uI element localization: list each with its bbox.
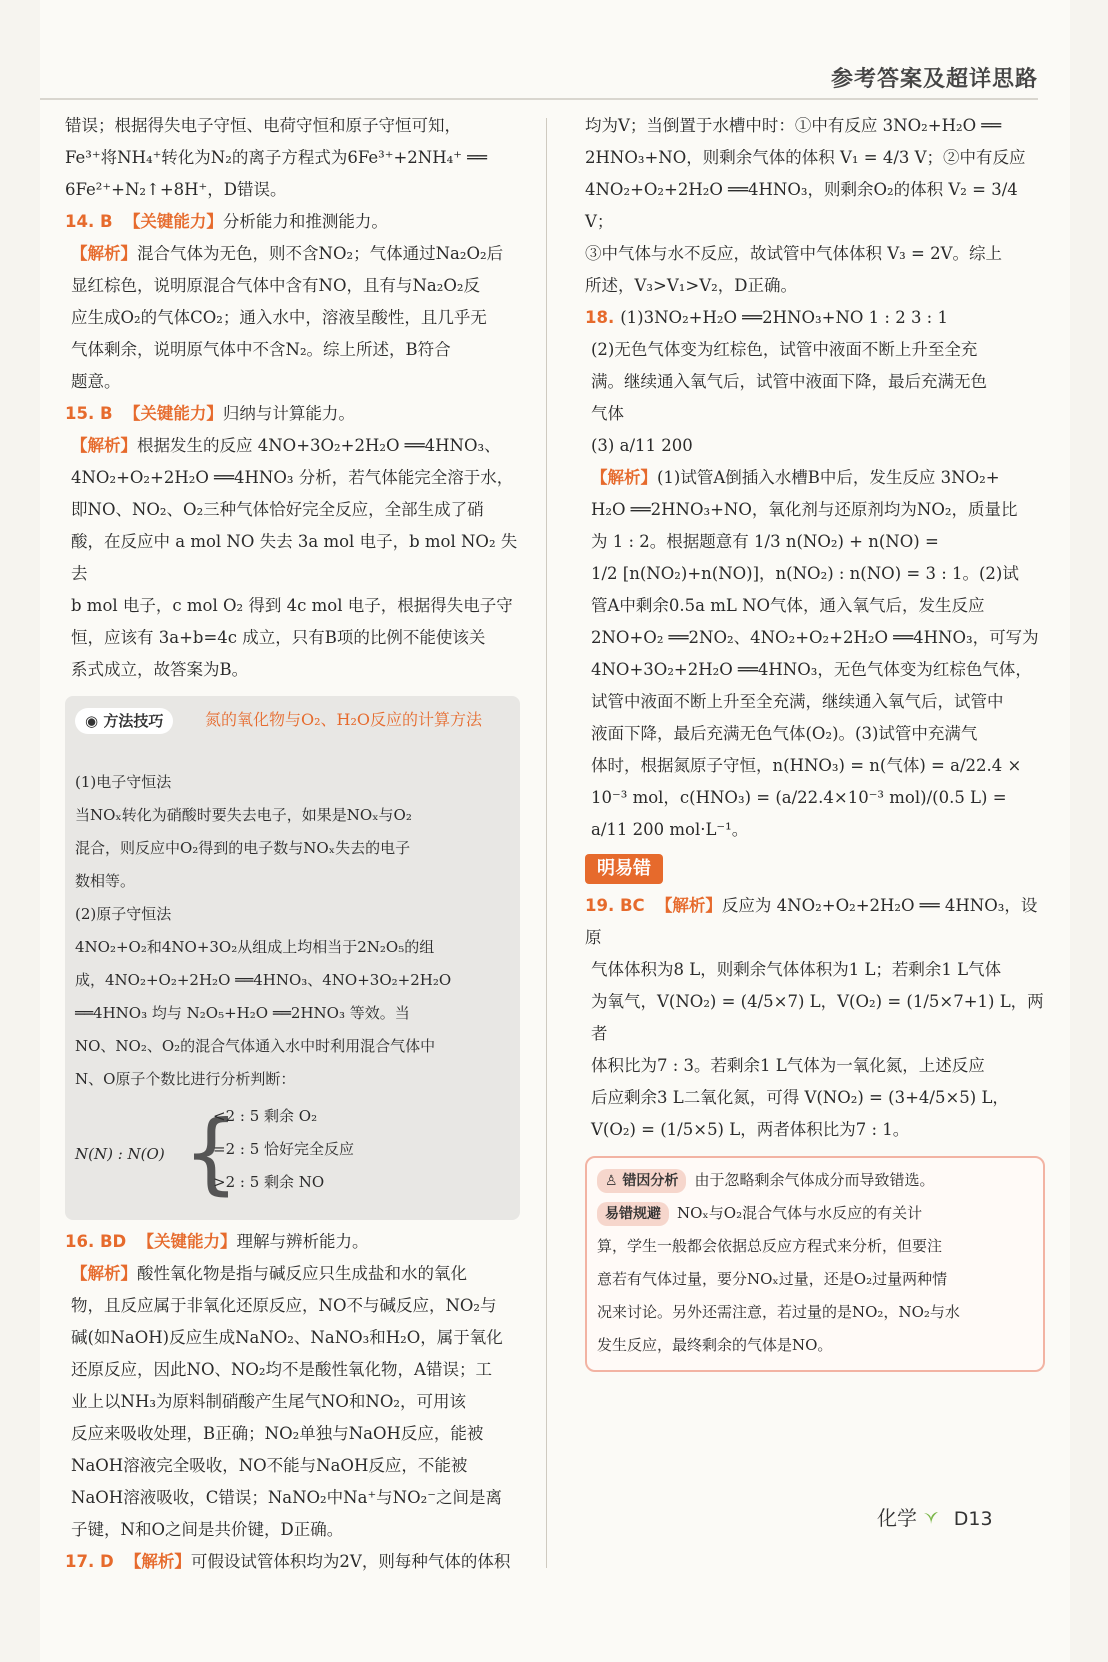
method-line: N、O原子个数比进行分析判断： [75,1070,296,1088]
q17-heading [65,1546,520,1578]
method-line: (2)原子守恒法 [75,905,172,923]
footer [877,1502,993,1531]
ratio-case: >2 : 5 剩余 NO [213,1173,325,1191]
q15-line: 【解析】根据发生的反应 4NO+3O₂+2H₂O ══4HNO₃、 [71,436,501,455]
q16-line: 物，且反应属于非氧化还原反应，NO不与碱反应，NO₂与 [71,1296,497,1315]
ratio-cases [75,1100,510,1210]
right-column [585,110,1045,1372]
method-line: 成，4NO₂+O₂+2H₂O ══4HNO₃、4NO+3O₂+2H₂O [75,971,452,989]
q17-cont-line: ③中气体与水不反应，故试管中气体体积 V₃ = 2V。综上 [585,244,1003,263]
q19-number: 19. BC [585,896,645,915]
left-column [65,110,520,1578]
q14-jx: 【解析】 [71,244,137,263]
q16-tag: 【关键能力】 [137,1232,237,1251]
method-line: 4NO₂+O₂和4NO+3O₂从组成上均相当于2N₂O₅的组 [75,938,435,956]
q18-line: 液面下降，最后充满无色气体(O₂)。(3)试管中充满气 [591,724,978,743]
q18-answer: (2)无色气体变为红棕色，试管中液面不断上升至全充 [591,340,978,359]
q18-heading: 18. (1)3NO₂+H₂O ══2HNO₃+NO 1 : 2 3 : 1 [585,308,948,327]
q18-number: 18. [585,308,615,327]
q18-line: 体时，根据氮原子守恒，n(HNO₃) = n(气体) = a/22.4 × [591,756,1022,775]
q14-line: 应生成O₂的气体CO₂；通入水中，溶液呈酸性，且几乎无 [71,308,487,327]
q18-line: 试管中液面不断上升至全充满，继续通入氧气后，试管中 [591,692,1004,711]
ratio-case: =2 : 5 恰好完全反应 [213,1140,355,1158]
q15-line: 酸，在反应中 a mol NO 失去 3a mol 电子，b mol NO₂ 失去 [71,532,518,583]
q14-line: 题意。 [71,372,121,391]
q14-number: 14. B [65,212,113,231]
brace-icon: { [183,1101,239,1204]
q14-line: 显红棕色，说明原混合气体中含有NO，且有与Na₂O₂反 [71,276,480,295]
header-title: 参考答案及超详思路 [830,67,1038,92]
q16-jx: 【解析】 [71,1264,137,1283]
method-line: 数相等。 [75,872,136,890]
err-line: 发生反应，最终剩余的气体是NO。 [597,1336,833,1354]
q19-line: 气体体积为8 L，则剩余气体体积为1 L；若剩余1 L气体 [591,960,1002,979]
method-line: 当NOₓ转化为硝酸时要失去电子，如果是NOₓ与O₂ [75,806,412,824]
q15-number: 15. B [65,404,113,423]
q14-line: 气体剩余，说明原气体中不含N₂。综上所述，B符合 [71,340,451,359]
q15-heading [65,398,520,430]
intro-line: 错误；根据得失电子守恒、电荷守恒和原子守恒可知， [65,116,461,135]
method-title: 氮的氧化物与O₂、H₂O反应的计算方法 [205,710,483,729]
q15-jx: 【解析】 [71,436,137,455]
q14-heading [65,206,520,238]
q17-cont-line: 所述，V₃>V₁>V₂，D正确。 [585,276,797,295]
q16-line: 碱(如NaOH)反应生成NaNO₂、NaNO₃和H₂O，属于氧化 [71,1328,503,1347]
err-line: 算，学生一般都会依据总反应方程式来分析，但要注 [597,1237,943,1255]
q15-line: 即NO、NO₂、O₂三种气体恰好完全反应，全部生成了硝 [71,500,484,519]
q19-line: 为氧气，V(NO₂) = (4/5×7) L，V(O₂) = (1/5×7+1) L，两者 [591,992,1044,1043]
intro-line: 6Fe²⁺+N₂↑+8H⁺，D错误。 [65,180,287,199]
q18-jx: 【解析】 [591,468,657,487]
q14-ability: 分析能力和推测能力。 [222,212,388,231]
q18-line: 为 1 : 2。根据题意有 1/3 n(NO₂) + n(NO) = [591,532,939,551]
person-icon: ♙ [605,1173,623,1189]
q15-line: 恒，应该有 3a+b=4c 成立，只有B项的比例不能使该关 [71,628,486,647]
q18-answer: 气体 [591,404,624,423]
q18-line: 2NO+O₂ ══2NO₂、4NO₂+O₂+2H₂O ══4HNO₃，可写为 [591,628,1039,647]
q15-line: 4NO₂+O₂+2H₂O ══4HNO₃ 分析，若气体能完全溶于水， [71,468,514,487]
q19-heading: 19. BC 【解析】反应为 4NO₂+O₂+2H₂O ══ 4HNO₃，设原 [585,896,1038,947]
q18-line: 4NO+3O₂+2H₂O ══4HNO₃，无色气体变为红棕色气体， [591,660,1032,679]
q15-tag: 【关键能力】 [123,404,223,423]
ratio-case: <2 : 5 剩余 O₂ [213,1107,318,1125]
err-analysis: ♙ 错因分析 由于忽略剩余气体成分而导致错选。 [597,1164,1033,1197]
err-line: 意若有气体过量，要分NOₓ过量，还是O₂过量两种情 [597,1270,948,1288]
q16-number: 16. BD [65,1232,127,1251]
q16-line: 业上以NH₃为原料制硝酸产生尾气NO和NO₂，可用该 [71,1392,466,1411]
q18-line: 10⁻³ mol，c(HNO₃) = (a/22.4×10⁻³ mol)/(0.5 L) = a/11 200 mol·L⁻¹。 [591,788,1007,839]
method-label: ◉ 方法技巧 [75,708,173,734]
target-icon: ◉ [85,712,104,730]
err-label-avoid: 易错规避 [597,1202,669,1226]
q16-line: 反应来吸收处理，B正确；NO₂单独与NaOH反应，能被 [71,1424,484,1443]
q16-heading [65,1226,520,1258]
err-line: 况来讨论。另外还需注意，若过量的是NO₂，NO₂与水 [597,1303,960,1321]
leaf-icon [923,1509,939,1525]
q16-line: 子键，N和O之间是共价键，D正确。 [71,1520,344,1539]
q16-line: NaOH溶液完全吸收，NO不能与NaOH反应，不能被 [71,1456,468,1475]
error-analysis-box [585,1156,1045,1372]
err-label-cause: ♙ 错因分析 [597,1169,686,1193]
ratio-label: N(N) : N(O) [75,1145,165,1163]
column-divider [546,118,547,1568]
method-line: 混合，则反应中O₂得到的电子数与NOₓ失去的电子 [75,839,411,857]
q18-line: 管A中剩余0.5a mL NO气体，通入氧气后，发生反应 [591,596,985,615]
q18-line: H₂O ══2HNO₃+NO，氧化剂与还原剂均为NO₂，质量比 [591,500,1018,519]
q17-jx: 【解析】 [124,1552,191,1571]
q19-jx: 【解析】 [655,896,722,915]
q19-line: V(O₂) = (1/5×5) L，两者体积比为7 : 1。 [591,1120,910,1139]
q16-line: 【解析】酸性氧化物是指与碱反应只生成盐和水的氧化 [71,1264,467,1283]
q17-cont-line: 2HNO₃+NO，则剩余气体的体积 V₁ = 4/3 V；②中有反应 [585,148,1026,167]
method-line: ══4HNO₃ 均与 N₂O₅+H₂O ══2HNO₃ 等效。当 [75,1004,410,1022]
section-badge: 明易错 [585,854,663,884]
q16-ability: 理解与辨析能力。 [236,1232,369,1251]
q17-cont-line: 均为V；当倒置于水槽中时：①中有反应 3NO₂+H₂O ══ [585,116,1002,135]
q19-line: 后应剩余3 L二氧化氮，可得 V(NO₂) = (3+4/5×5) L， [591,1088,1009,1107]
q18-line: 1/2 [n(NO₂)+n(NO)]，n(NO₂) : n(NO) = 3 : 1。(2)试 [591,564,1019,583]
q18-answer: 满。继续通入氧气后，试管中液面下降，最后充满无色 [591,372,987,391]
q15-line: 系式成立，故答案为B。 [71,660,249,679]
q17-text: 可假设试管体积均为2V，则每种气体的体积 [190,1552,511,1571]
intro-line: Fe³⁺将NH₄⁺转化为N₂的离子方程式为6Fe³⁺+2NH₄⁺ ══ [65,148,488,167]
method-line: NO、NO₂、O₂的混合气体通入水中时利用混合气体中 [75,1037,436,1055]
q15-line: b mol 电子，c mol O₂ 得到 4c mol 电子，根据得失电子守 [71,596,513,615]
q15-ability: 归纳与计算能力。 [222,404,355,423]
footer-subject: 化学 [877,1506,917,1530]
q16-line: 还原反应，因此NO、NO₂均不是酸性氧化物，A错误；工 [71,1360,492,1379]
method-line: (1)电子守恒法 [75,773,172,791]
q14-tag: 【关键能力】 [123,212,223,231]
q17-cont-line: 4NO₂+O₂+2H₂O ══4HNO₃，则剩余O₂的体积 V₂ = 3/4 V； [585,180,1018,231]
q14-line: 【解析】混合气体为无色，则不含NO₂；气体通过Na₂O₂后 [71,244,504,263]
method-box [65,696,520,1220]
q17-number: 17. D [65,1552,114,1571]
page-number: D13 [953,1508,993,1530]
q19-line: 体积比为7 : 3。若剩余1 L气体为一氧化氮，上述反应 [591,1056,985,1075]
header-rule [40,98,1038,100]
q18-line: 【解析】(1)试管A倒插入水槽B中后，发生反应 3NO₂+ [591,468,1000,487]
err-avoid: 易错规避 NOₓ与O₂混合气体与水反应的有关计 [597,1197,1033,1230]
q18-answer: (3) a/11 200 [591,436,693,455]
q16-line: NaOH溶液吸收，C错误；NaNO₂中Na⁺与NO₂⁻之间是离 [71,1488,502,1507]
